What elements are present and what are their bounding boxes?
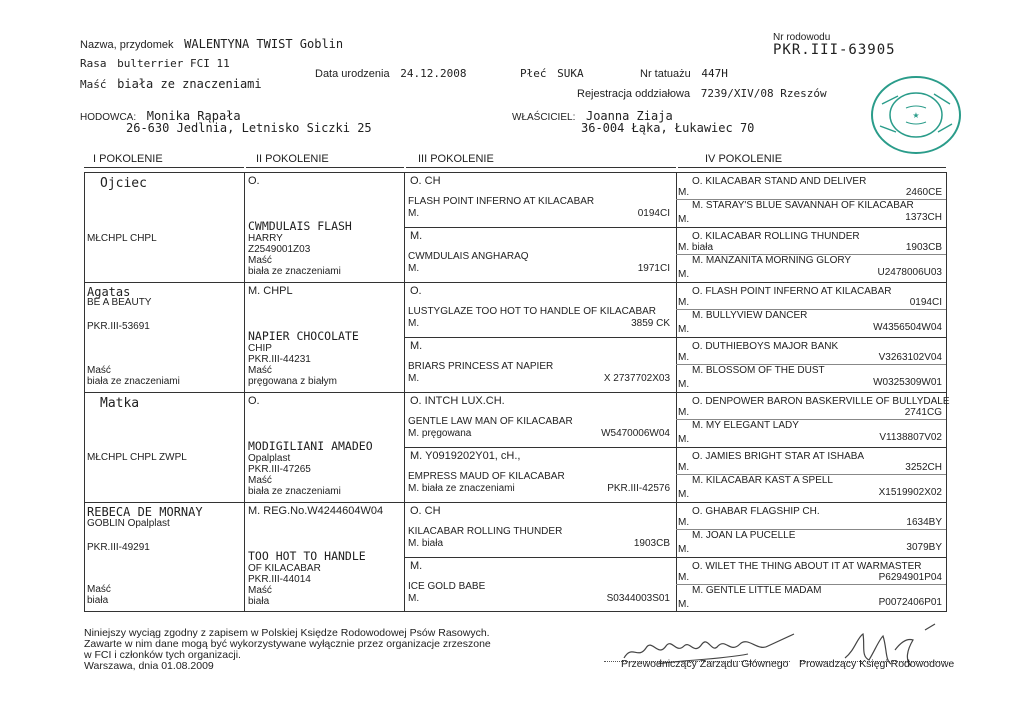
gen3-parent-marker: M. — [410, 340, 423, 352]
color-row — [80, 77, 262, 91]
gen2-line2: PKR.III-47265 — [248, 464, 311, 475]
gen2-underline — [246, 167, 404, 168]
gen3-parent-marker: M. Y0919202Y01, cH., — [410, 450, 521, 462]
gen4-dam: M. JOAN LA PUCELLE — [692, 530, 796, 541]
gen1-underline — [84, 167, 244, 168]
quarter-divider-2 — [84, 502, 946, 503]
gen1-heading: I POKOLENIE — [93, 153, 163, 165]
name-value: WALENTYNA TWIST Goblin — [184, 37, 344, 51]
gen3-reg: 1903CB — [633, 538, 670, 549]
pedigree-label: Nr rodowodu — [773, 32, 831, 43]
mother-color: biała — [87, 595, 109, 606]
gen3-parent-marker: M. — [410, 560, 423, 572]
father-name1: Agatas — [87, 285, 131, 299]
gen2-parent-marker: O. — [248, 175, 260, 187]
father-champion: MŁCHPL CHPL — [87, 233, 157, 244]
gen4-sire-reg: 1903CB — [905, 242, 942, 253]
gen4-sire-reg: P6294901P04 — [878, 572, 942, 583]
owner-address: 36-004 Łąka, Łukawiec 70 — [581, 121, 755, 135]
gen4-dam-color: M. — [678, 324, 690, 335]
owner-label: WŁAŚCICIEL: — [512, 112, 576, 123]
gen4-sire: O. DENPOWER BARON BASKERVILLE OF BULLYDALE — [692, 396, 950, 407]
owner-name: Joanna Ziaja — [585, 109, 673, 123]
gen2-line1: CHIP — [248, 343, 272, 354]
footer-line1: Niniejszy wyciąg zgodny z zapisem w Polskiej Księdze Rodowodowej Psów Rasowych. — [84, 627, 490, 639]
gen4-sire: O. WILET THE THING ABOUT IT AT WARMASTER — [692, 561, 922, 572]
gen4-dam-color: M. — [678, 269, 690, 280]
gen4-sire-reg: 2460CE — [905, 187, 942, 198]
footer-line3: w FCI i członków tych organizacji. — [84, 649, 241, 661]
gen4-dam-reg: U2478006U03 — [877, 267, 942, 278]
breed-label: Rasa — [80, 57, 107, 70]
gen4-dam-reg: W0325309W01 — [873, 377, 942, 388]
gen4-sire-reg: 1634BY — [906, 517, 942, 528]
gen3-name: BRIARS PRINCESS AT NAPIER — [408, 361, 554, 372]
gen2-heading: II POKOLENIE — [256, 153, 329, 165]
gen4-sire-color: M. — [678, 187, 690, 198]
gen4-sire-color: M. — [678, 407, 690, 418]
footer-line2: Zawarte w nim dane mogą być wykorzystywane wyłącznie przez organizacje zrzeszone — [84, 638, 491, 650]
gen3-parent-marker: O. CH — [410, 505, 441, 517]
gen4-sire: O. KILACABAR STAND AND DELIVER — [692, 176, 867, 187]
gen4-dam-reg: X1519902X02 — [878, 487, 942, 498]
gen3-reg: X 2737702X03 — [603, 373, 670, 384]
name-row — [80, 37, 343, 51]
gen3-reg: 1971CI — [637, 263, 670, 274]
gen3-color: M. — [408, 373, 420, 384]
registration-label: Rejestracja oddziałowa — [577, 88, 691, 100]
gen3-reg: 0194CI — [637, 208, 670, 219]
gen3-parent-marker: O. CH — [410, 175, 441, 187]
gen2-line1: OF KILACABAR — [248, 563, 321, 574]
tattoo-label: Nr tatuażu — [640, 68, 691, 80]
father-reg: PKR.III-53691 — [87, 321, 150, 332]
gen2-parent-marker: M. CHPL — [248, 285, 293, 297]
gen2-parent-marker: O. — [248, 395, 260, 407]
gen4-dam-reg: P0072406P01 — [878, 597, 942, 608]
gen4-sire-reg: V3263102V04 — [878, 352, 942, 363]
sex-label: Płeć — [520, 67, 547, 80]
gen4-heading: IV POKOLENIE — [705, 153, 783, 165]
gen2-line4: biała ze znaczeniami — [248, 486, 341, 497]
table-bottom-border — [84, 611, 946, 612]
birth-label: Data urodzenia — [315, 68, 390, 80]
gen2-line3: Maść — [248, 585, 272, 596]
gen2-name: TOO HOT TO HANDLE — [248, 549, 366, 563]
gen3-name: GENTLE LAW MAN OF KILACABAR — [408, 416, 573, 427]
gen4-underline — [678, 167, 946, 168]
gen4-dam: M. GENTLE LITTLE MADAM — [692, 585, 822, 596]
name-label: Nazwa, przydomek — [80, 39, 174, 51]
gen2-line1: Opalplast — [248, 453, 291, 464]
official-stamp-icon — [868, 74, 964, 156]
gen3-name: CWMDULAIS ANGHARAQ — [408, 251, 529, 262]
gen2-line2: Z2549001Z03 — [248, 244, 311, 255]
gen2-name: CWMDULAIS FLASH — [248, 219, 352, 233]
gen4-sire-color: M. — [678, 462, 690, 473]
color-label: Maść — [80, 78, 107, 91]
gen3-name: KILACABAR ROLLING THUNDER — [408, 526, 563, 537]
gen2-line4: pręgowana z białym — [248, 376, 337, 387]
birth-row — [315, 67, 466, 80]
gen2-name: NAPIER CHOCOLATE — [248, 329, 359, 343]
gen4-sire-color: M. biała — [678, 242, 714, 253]
signature-registrar-label: Prowadzący Księgi Rodowodowe — [799, 658, 955, 670]
breeder-label: HODOWCA: — [80, 112, 137, 123]
tattoo-value: 447H — [701, 67, 728, 80]
gen3-parent-marker: M. — [410, 230, 423, 242]
gen3-reg: S0344003S01 — [606, 593, 670, 604]
gen4-dam-color: M. — [678, 214, 690, 225]
gen4-dam: M. BULLYVIEW DANCER — [692, 310, 808, 321]
mother-color-label: Maść — [87, 584, 111, 595]
gen2-parent-marker: M. REG.No.W4244604W04 — [248, 505, 384, 517]
gen4-dam-color: M. — [678, 599, 690, 610]
table-top-border — [84, 172, 946, 173]
gen4-sire-color: M. — [678, 352, 690, 363]
mother-title: Matka — [100, 396, 140, 411]
sex-value: SUKA — [557, 67, 584, 80]
gen3-color: M. pręgowana — [408, 428, 472, 439]
gen4-dam: M. MANZANITA MORNING GLORY — [692, 255, 852, 266]
gen4-dam-color: M. — [678, 434, 690, 445]
gen4-dam-reg: 3079BY — [906, 542, 942, 553]
tattoo-row — [640, 67, 728, 80]
breeder-name: Monika Rąpała — [146, 109, 241, 123]
gen3-color: M. biała ze znaczeniami — [408, 483, 515, 494]
gen3-color: M. biała — [408, 538, 444, 549]
mother-name2: GOBLIN Opalplast — [87, 518, 170, 529]
table-right-border — [946, 172, 947, 612]
gen4-sire: O. KILACABAR ROLLING THUNDER — [692, 231, 860, 242]
gen4-dam-reg: 1373CH — [905, 212, 942, 223]
quarter-divider-1 — [84, 282, 946, 283]
row-divider-2 — [404, 337, 946, 338]
gen3-parent-marker: O. INTCH LUX.CH. — [410, 395, 505, 407]
gen4-dam-color: M. — [678, 544, 690, 555]
gen4-sire: O. DUTHIEBOYS MAJOR BANK — [692, 341, 839, 352]
gen3-color: M. — [408, 208, 420, 219]
gen2-line4: biała ze znaczeniami — [248, 266, 341, 277]
gen3-name: ICE GOLD BABE — [408, 581, 486, 592]
breeder-address: 26-630 Jedlnia, Letnisko Siczki 25 — [126, 121, 372, 135]
father-color: biała ze znaczeniami — [87, 376, 180, 387]
gen2-line4: biała — [248, 596, 270, 607]
father-name2: BE A BEAUTY — [87, 297, 152, 308]
color-value: biała ze znaczeniami — [117, 77, 262, 91]
mother-name1: REBECA DE MORNAY — [87, 505, 203, 519]
pedigree-number: PKR.III-63905 — [773, 42, 896, 58]
sex-row — [520, 67, 584, 80]
gen2-line1: HARRY — [248, 233, 283, 244]
gen4-sire-color: M. — [678, 517, 690, 528]
gen3-heading: III POKOLENIE — [418, 153, 494, 165]
row-divider-1 — [404, 227, 946, 228]
registration-row — [577, 87, 827, 100]
mother-champion: MŁCHPL CHPL ZWPL — [87, 452, 187, 463]
gen3-name: FLASH POINT INFERNO AT KILACABAR — [408, 196, 595, 207]
birth-value: 24.12.2008 — [400, 67, 467, 80]
row-divider-3 — [404, 447, 946, 448]
svg-text:★: ★ — [912, 111, 920, 120]
gen4-dam: M. KILACABAR KAST A SPELL — [692, 475, 833, 486]
gen4-dam-reg: V1138807V02 — [879, 432, 942, 443]
gen3-name: LUSTYGLAZE TOO HOT TO HANDLE OF KILACABAR — [408, 306, 657, 317]
gen3-reg: 3859 CK — [631, 318, 670, 329]
gen3-color: M. — [408, 318, 420, 329]
row-divider-4 — [404, 557, 946, 558]
gen4-sire: O. GHABAR FLAGSHIP CH. — [692, 506, 820, 517]
gen2-line2: PKR.III-44231 — [248, 354, 311, 365]
gen2-line3: Maść — [248, 365, 272, 376]
gen4-dam: M. STARAY'S BLUE SAVANNAH OF KILACABAR — [692, 200, 914, 211]
gen2-line2: PKR.III-44014 — [248, 574, 311, 585]
gen2-line3: Maść — [248, 475, 272, 486]
gen4-sire-color: M. — [678, 572, 690, 583]
gen3-parent-marker: O. — [410, 285, 422, 297]
gen3-color: M. — [408, 263, 420, 274]
gen4-sire: O. JAMIES BRIGHT STAR AT ISHABA — [692, 451, 865, 462]
gen4-dam-color: M. — [678, 379, 690, 390]
gen2-name: MODIGILIANI AMADEO — [248, 439, 373, 453]
gen4-dam: M. BLOSSOM OF THE DUST — [692, 365, 825, 376]
footer-line4: Warszawa, dnia 01.08.2009 — [84, 660, 214, 672]
gen3-underline — [406, 167, 676, 168]
gen4-dam-reg: W4356504W04 — [873, 322, 942, 333]
half-divider — [84, 392, 946, 393]
gen4-dam: M. MY ELEGANT LADY — [692, 420, 799, 431]
father-color-label: Maść — [87, 365, 111, 376]
mother-reg: PKR.III-49291 — [87, 542, 150, 553]
gen2-line3: Maść — [248, 255, 272, 266]
father-title: Ojciec — [100, 176, 147, 191]
signature-chairman-label: Przewodniczący Zarządu Głównego — [621, 658, 789, 670]
gen3-reg: PKR.III-42576 — [607, 483, 670, 494]
breed-value: bulterrier FCI 11 — [117, 57, 230, 70]
gen3-reg: W5470006W04 — [601, 428, 670, 439]
gen4-sire-reg: 3252CH — [905, 462, 942, 473]
gen4-sire: O. FLASH POINT INFERNO AT KILACABAR — [692, 286, 892, 297]
gen4-dam-color: M. — [678, 489, 690, 500]
gen3-color: M. — [408, 593, 420, 604]
gen4-sire-reg: 2741CG — [904, 407, 942, 418]
gen4-sire-reg: 0194CI — [909, 297, 942, 308]
registration-value: 7239/XIV/08 Rzeszów — [700, 87, 827, 100]
gen3-name: EMPRESS MAUD OF KILACABAR — [408, 471, 565, 482]
gen4-sire-color: M. — [678, 297, 690, 308]
breed-row — [80, 57, 230, 70]
